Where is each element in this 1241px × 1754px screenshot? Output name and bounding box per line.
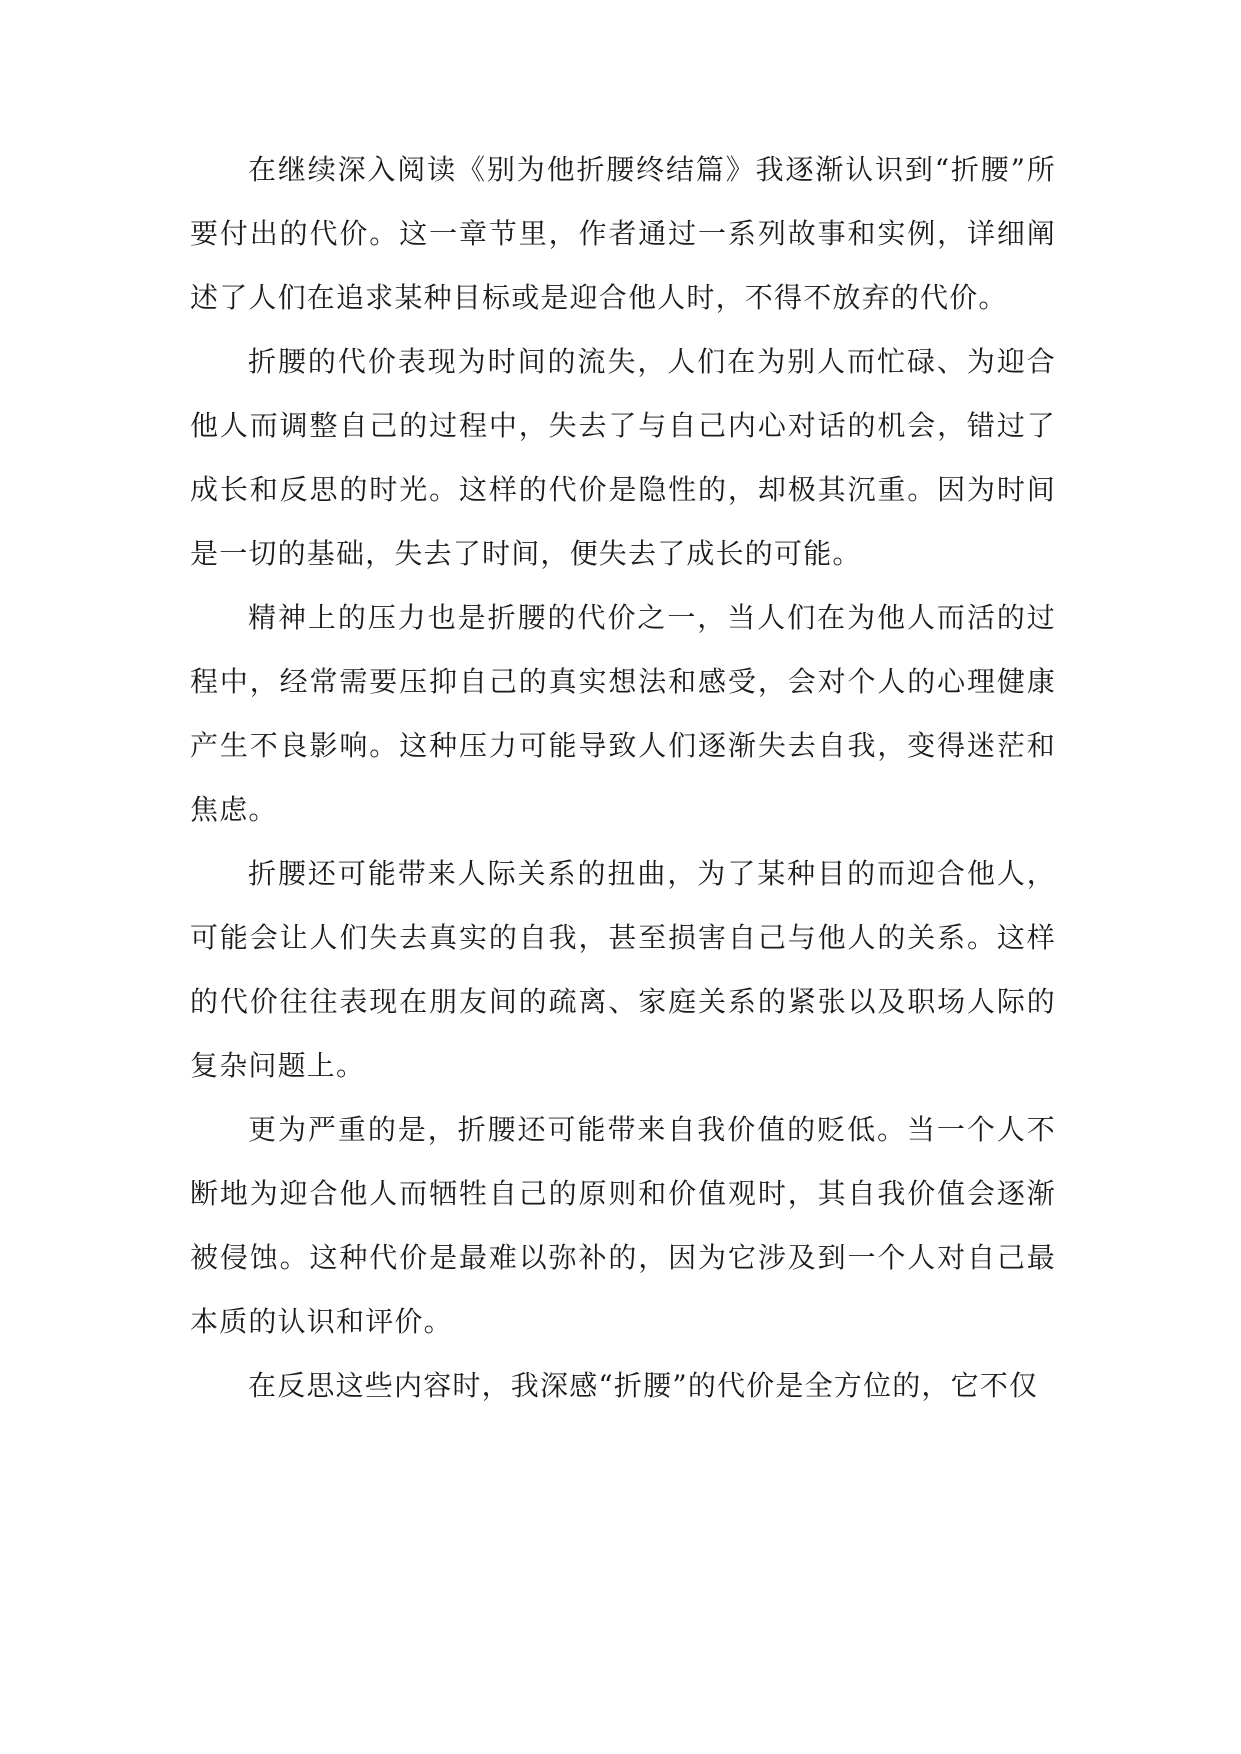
paragraph-2: 折腰的代价表现为时间的流失，人们在为别人而忙碌、为迎合他人而调整自己的过程中，失去了与自己内心对话的机会，错过了成长和反思的时光。这样的代价是隐性的，却极其沉重。因为时间是一切的基础，失去了时间，便失去了成长的可能。 bbox=[190, 345, 1056, 570]
paragraph-6: 在反思这些内容时，我深感“折腰”的代价是全方位的，它不仅 bbox=[248, 1369, 1039, 1402]
paragraph-3: 精神上的压力也是折腰的代价之一，当人们在为他人而活的过程中，经常需要压抑自己的真实想法和感受，会对个人的心理健康产生不良影响。这种压力可能导致人们逐渐失去自我，变得迷茫和焦虑。 bbox=[190, 601, 1056, 826]
paragraph-4: 折腰还可能带来人际关系的扭曲，为了某种目的而迎合他人，可能会让人们失去真实的自我，甚至损害自己与他人的关系。这样的代价往往表现在朋友间的疏离、家庭关系的紧张以及职场人际的复杂问题上。 bbox=[190, 857, 1056, 1082]
paragraph-1: 在继续深入阅读《别为他折腰终结篇》我逐渐认识到“折腰”所要付出的代价。这一章节里，作者通过一系列故事和实例，详细阐述了人们在追求某种目标或是迎合他人时，不得不放弃的代价。 bbox=[190, 153, 1056, 314]
document-body bbox=[190, 138, 1056, 1418]
paragraph-5: 更为严重的是，折腰还可能带来自我价值的贬低。当一个人不断地为迎合他人而牺牲自己的原则和价值观时，其自我价值会逐渐被侵蚀。这种代价是最难以弥补的，因为它涉及到一个人对自己最本质的认识和评价。 bbox=[190, 1113, 1056, 1338]
